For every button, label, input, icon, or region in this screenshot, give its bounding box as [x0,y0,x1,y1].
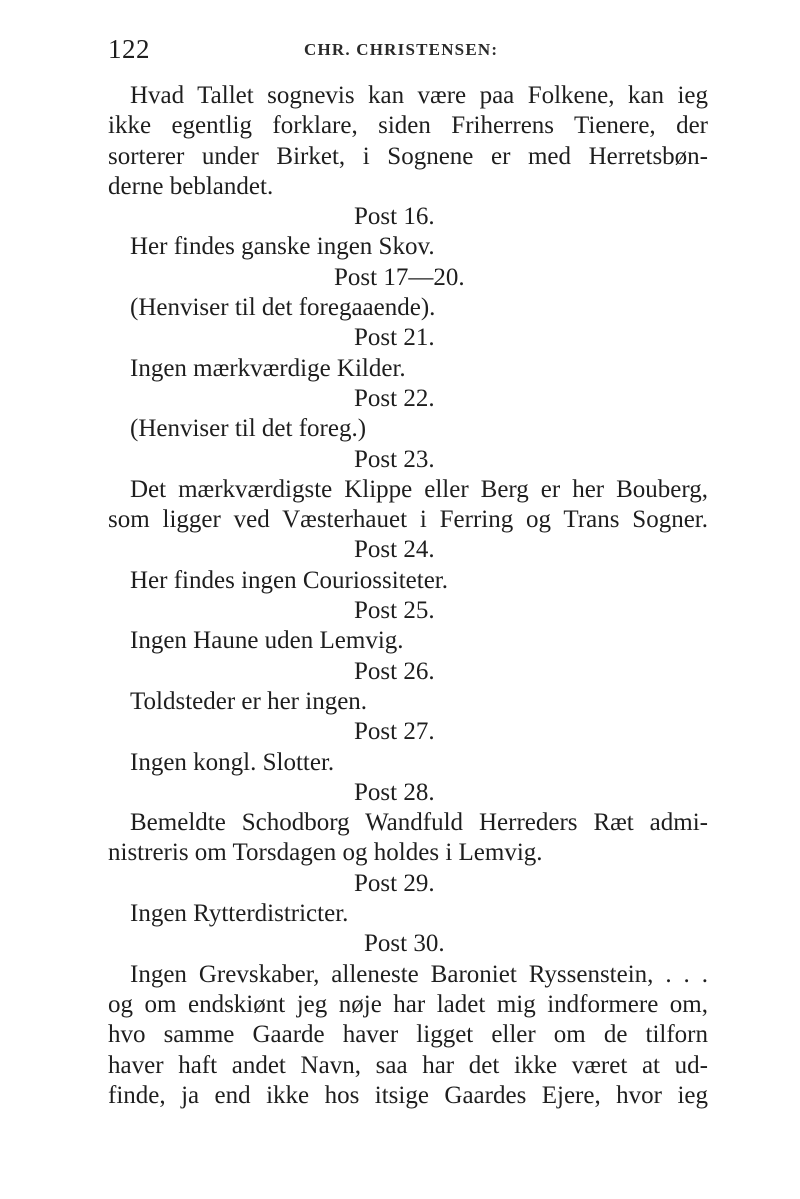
body-text [108,81,708,1111]
text-line: Ingen Haune uden Lemvig. [130,627,404,655]
section-heading: Post 24. [354,536,435,564]
section-heading: Post 29. [354,869,435,897]
text-line: derne beblandet. [108,172,274,200]
text-line: Ingen Grevskaber, alleneste Baroniet Ryssenstein, . . . [130,960,708,988]
section-heading: Post 28. [354,778,435,806]
text-line: finde, ja end ikke hos itsige Gaardes Ejere, hvor ieg [108,1081,708,1109]
text-line: nistreris om Torsdagen og holdes i Lemvig. [108,839,543,867]
text-line: Hvad Tallet sognevis kan være paa Folkene, kan ieg [130,82,708,109]
page-header [108,34,708,70]
section-heading: Post 16. [354,203,435,231]
text-line: som ligger ved Væsterhauet i Ferring og Trans Sogner. [108,506,708,534]
page-number: 122 [108,34,150,64]
section-heading: Post 26. [354,657,435,685]
running-head: CHR. CHRISTENSEN: [304,40,499,59]
text-line: Ingen Rytterdistricter. [130,900,349,928]
section-heading: Post 21. [354,324,435,352]
text-line: (Henviser til det foreg.) [130,415,367,443]
section-heading: Post 22. [354,384,435,412]
section-heading: Post 27. [354,718,435,746]
text-line: ikke egentlig forklare, siden Friherrens Tienere, der [108,112,708,140]
text-line: og om endskiønt jeg nøje har ladet mig indformere om, [108,990,708,1018]
text-line: (Henviser til det foregaaende). [130,294,436,322]
section-heading: Post 17—20. [334,263,465,291]
text-line: Ingen mærkværdige Kilder. [130,354,406,382]
text-line: Her findes ingen Couriossiteter. [130,566,448,594]
text-line: Her findes ganske ingen Skov. [130,233,435,261]
section-heading: Post 30. [364,930,445,958]
text-line: Det mærkværdigste Klippe eller Berg er her Bouberg, [130,475,708,503]
text-line: Bemeldte Schodborg Wandfuld Herreders Ræt admi- [130,809,708,837]
section-heading: Post 25. [354,597,435,625]
section-heading: Post 23. [354,445,435,473]
text-line: Toldsteder er her ingen. [130,687,368,715]
text-line: haver haft andet Navn, saa har det ikke været at ud- [108,1051,708,1079]
text-line: sorterer under Birket, i Sognene er med Herretsbøn- [108,142,708,170]
text-line: hvo samme Gaarde haver ligget eller om de tilforn [108,1021,708,1049]
text-line: Ingen kongl. Slotter. [130,748,335,776]
